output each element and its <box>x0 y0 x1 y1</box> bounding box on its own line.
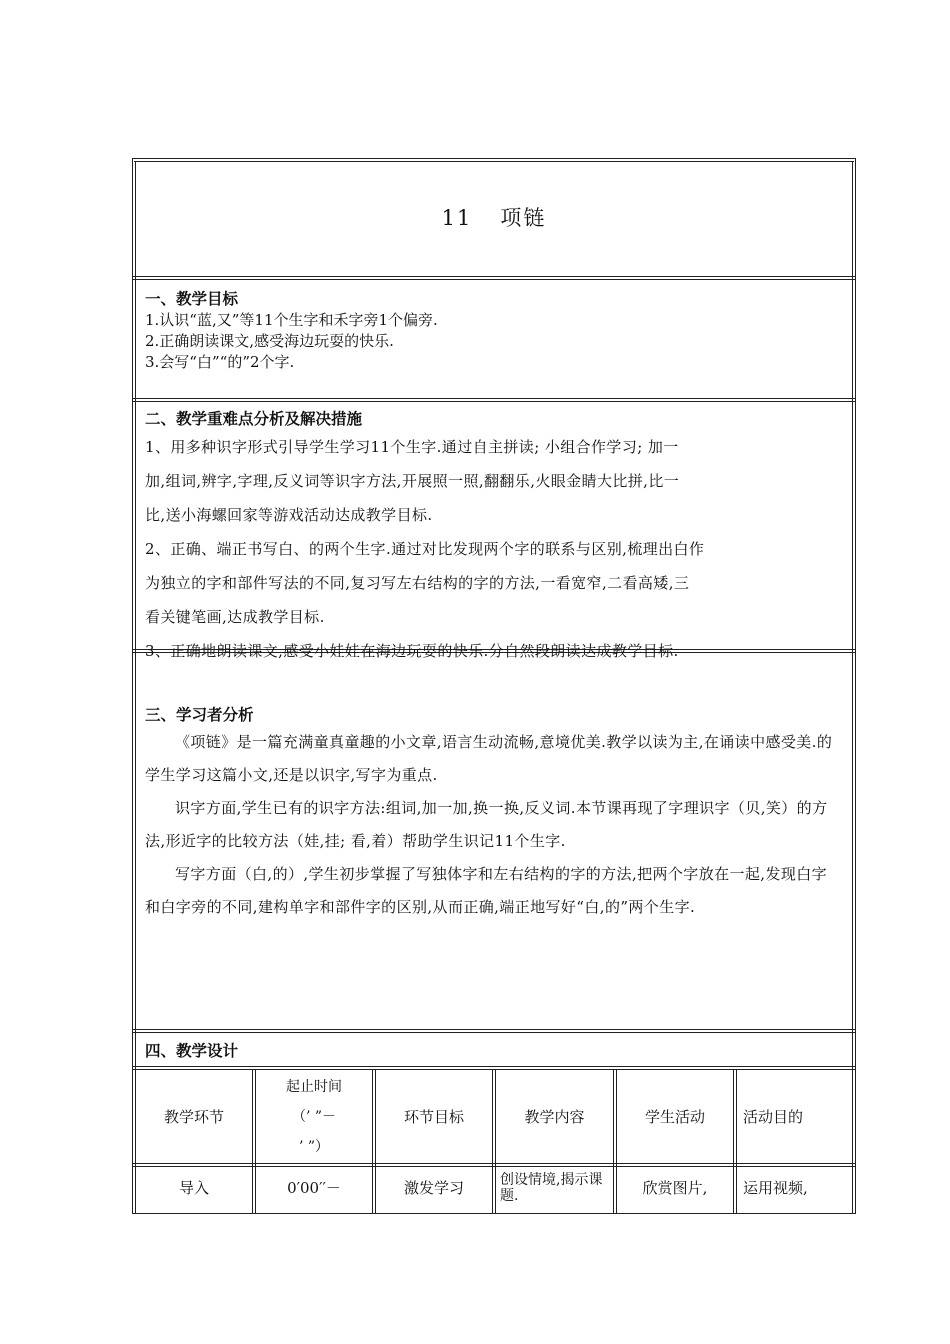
difficulty-line: 加,组词,辨字,字理,反义词等识字方法,开展照一照,翻翻乐,火眼金睛大比拼,比一 <box>145 472 680 490</box>
lesson-name: 项链 <box>500 206 547 230</box>
teaching-design-section <box>145 1040 845 1062</box>
difficulty-line: 1、用多种识字形式引导学生学习11个生字.通过自主拼读; 小组合作学习; 加一 <box>145 438 679 456</box>
row-stage: 导入 <box>178 1178 209 1197</box>
difficulty-line: 2、正确、端正书写白、的两个生字.通过对比发现两个字的联系与区别,梳理出白作 <box>145 540 705 558</box>
objective-line: 2.正确朗读课文,感受海边玩耍的快乐. <box>145 332 394 350</box>
lesson-number: 11 <box>441 206 473 230</box>
header-time-line: 起止时间 <box>286 1078 342 1095</box>
difficulty-line: 看关键笔画,达成教学目标. <box>145 608 325 626</box>
analysis-paragraph: 写字方面（白,的）,学生初步掌握了写独体字和左右结构的字的方法,把两个字放在一起,发现白字和白字旁的不同,建构单字和部件字的区别,从而正确,端正地写好“白,的”两个生字. <box>145 865 828 916</box>
row-student-activity: 欣赏图片, <box>642 1178 708 1197</box>
header-goal: 环节目标 <box>403 1108 464 1126</box>
row-content: 创设情境,揭示课题. <box>500 1172 603 1204</box>
objective-line: 3.会写“白”“的”2个字. <box>145 353 295 371</box>
learner-analysis-section <box>145 704 841 924</box>
analysis-paragraph: 识字方面,学生已有的识字方法:组词,加一加,换一换,反义词.本节课再现了字理识字（贝,笑）的方法,形近字的比较方法（娃,挂; 看,着）帮助学生识记11个生字. <box>145 799 828 850</box>
teaching-objectives-section <box>145 288 845 373</box>
header-content: 教学内容 <box>524 1108 585 1126</box>
section-heading: 三、学习者分析 <box>145 705 254 724</box>
header-time-line: ’ ”） <box>298 1138 330 1155</box>
header-time <box>256 1070 372 1163</box>
row-time: 0′00′′－ <box>287 1178 341 1197</box>
difficulty-line: 3、正确地朗读课文,感受小娃娃在海边玩耍的快乐.分自然段朗读达成教学目标. <box>145 642 679 660</box>
lesson-title <box>133 202 855 232</box>
row-purpose: 运用视频, <box>743 1178 808 1197</box>
section-heading: 一、教学目标 <box>145 289 239 308</box>
header-time-line: （’ ”－ <box>291 1108 337 1125</box>
difficulty-line: 比,送小海螺回家等游戏活动达成教学目标. <box>145 506 433 524</box>
header-stage: 教学环节 <box>163 1108 224 1126</box>
analysis-paragraph: 《项链》是一篇充满童真童趣的小文章,语言生动流畅,意境优美.教学以读为主,在诵读中感受美.的学生学习这篇小文,还是以识字,写字为重点. <box>145 733 833 784</box>
objective-line: 1.认识“蓝,又”等11个生字和禾字旁1个偏旁. <box>145 311 438 329</box>
key-difficulties-section <box>145 408 845 668</box>
section-heading: 二、教学重难点分析及解决措施 <box>145 409 363 428</box>
row-goal: 激发学习 <box>403 1178 464 1197</box>
header-student-activity: 学生活动 <box>644 1108 705 1126</box>
header-purpose: 活动目的 <box>743 1108 804 1126</box>
section-heading: 四、教学设计 <box>145 1041 239 1060</box>
difficulty-line: 为独立的字和部件写法的不同,复习写左右结构的字的方法,一看宽窄,二看高矮,三 <box>145 574 690 592</box>
